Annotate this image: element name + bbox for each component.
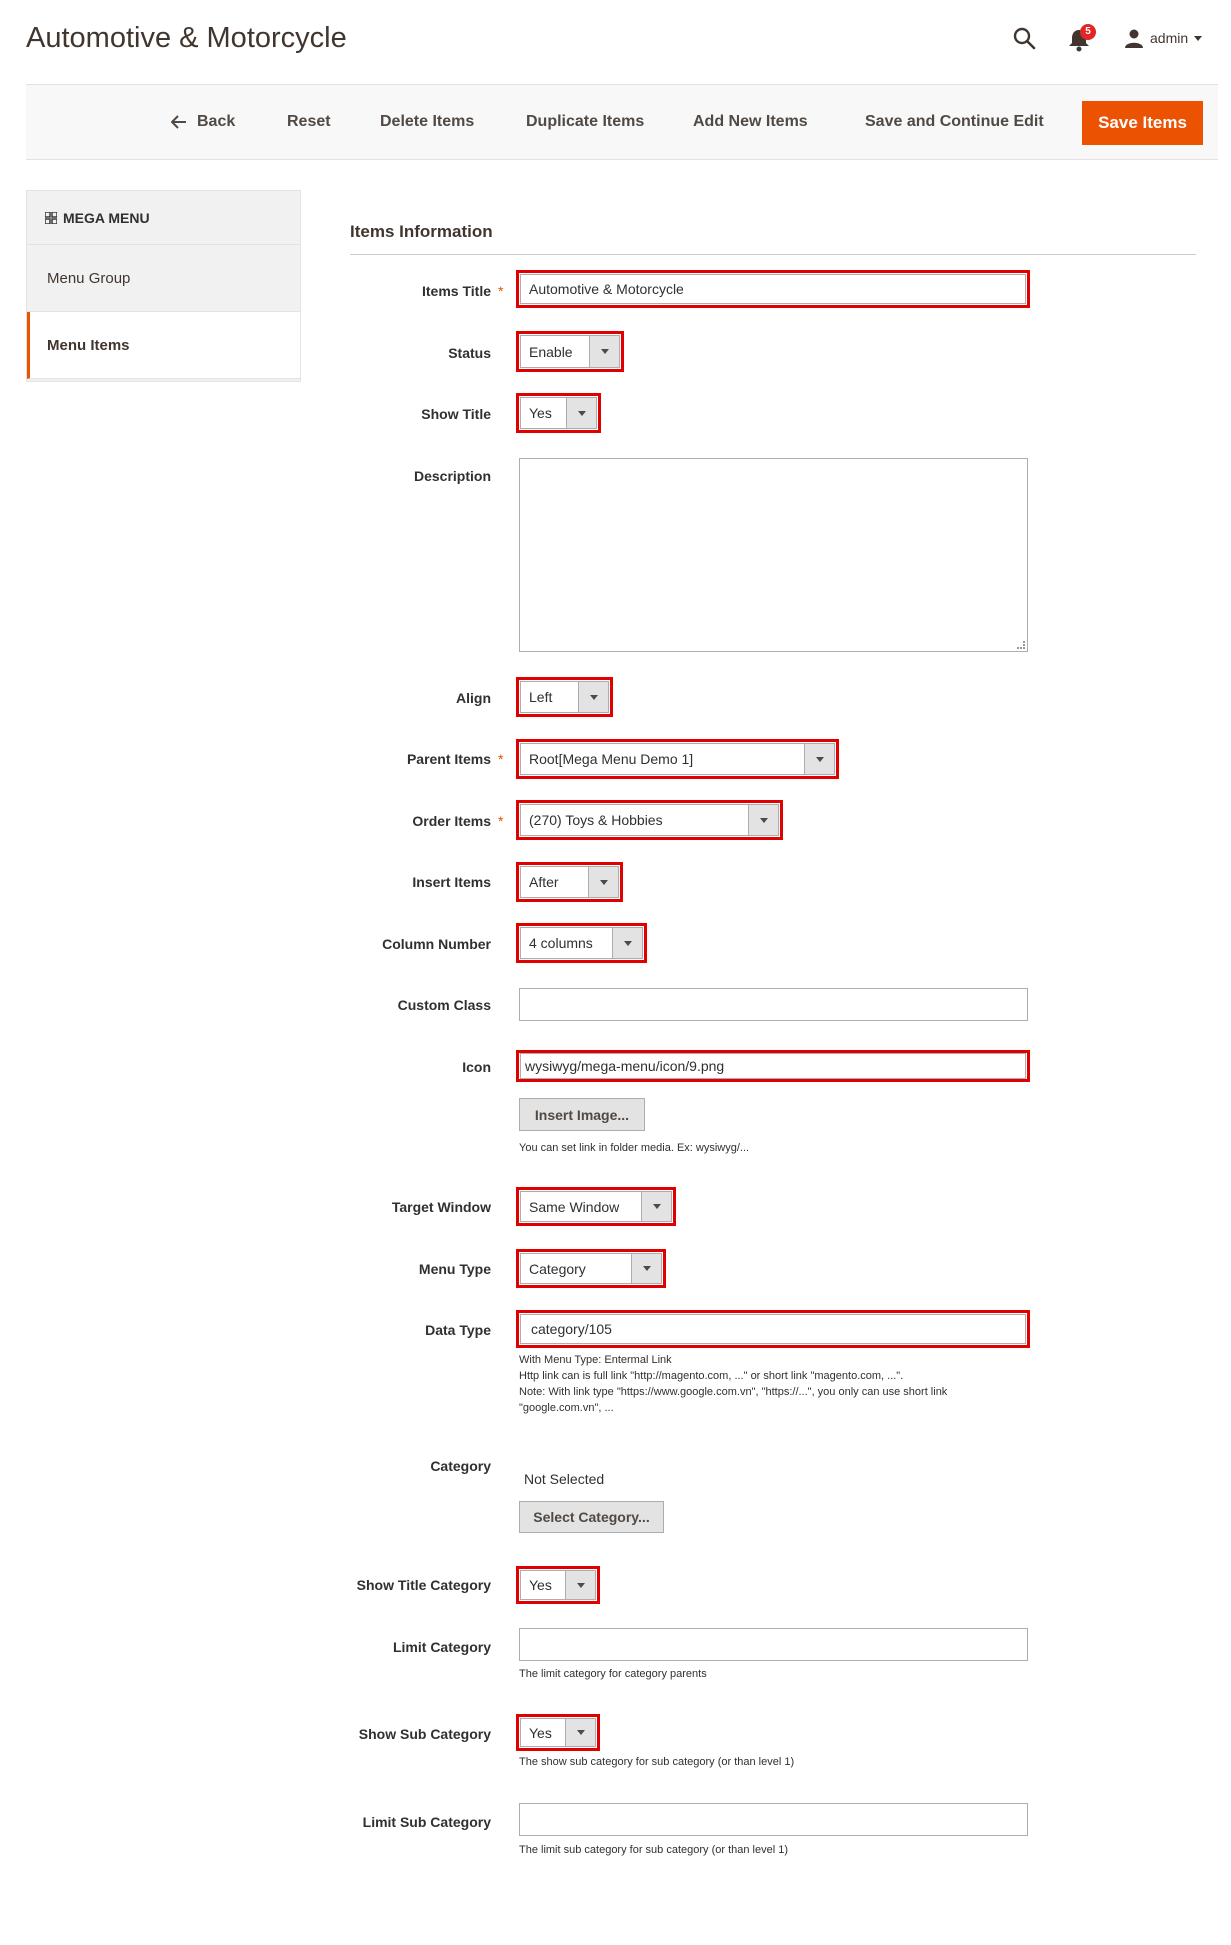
custom-class-input[interactable]: [519, 988, 1028, 1021]
user-icon: [1124, 28, 1144, 48]
chevron-down-icon: [612, 928, 642, 958]
icon-path-input[interactable]: wysiwyg/mega-menu/icon/9.png: [520, 1053, 1026, 1079]
category-selection-status: Not Selected: [524, 1471, 605, 1487]
target-window-select[interactable]: Same Window: [520, 1191, 672, 1222]
chevron-down-icon: [748, 805, 778, 835]
chevron-down-icon: [578, 682, 608, 712]
reset-button[interactable]: Reset: [287, 102, 331, 142]
data-type-label: Data Type: [425, 1322, 491, 1338]
back-button[interactable]: Back: [171, 102, 235, 142]
items-title-label: Items Title: [422, 283, 491, 299]
save-and-continue-button[interactable]: Save and Continue Edit: [865, 102, 1044, 142]
save-items-button[interactable]: Save Items: [1082, 101, 1203, 145]
page-actions-toolbar: [26, 84, 1218, 160]
chevron-down-icon: [641, 1192, 671, 1221]
description-label: Description: [413, 468, 491, 484]
status-select[interactable]: Enable: [520, 335, 620, 368]
show-title-category-label: Show Title Category: [356, 1577, 491, 1593]
chevron-down-icon: [588, 867, 618, 897]
icon-note: You can set link in folder media. Ex: wysiwyg/...: [519, 1142, 750, 1154]
description-textarea[interactable]: [519, 458, 1028, 652]
required-marker: *: [498, 751, 504, 767]
show-sub-category-note: The show sub category for sub category (or than level 1): [519, 1756, 795, 1768]
resize-handle-icon[interactable]: [1017, 641, 1025, 649]
add-new-items-button[interactable]: Add New Items: [693, 102, 808, 142]
limit-sub-category-input[interactable]: [519, 1803, 1028, 1836]
show-title-select[interactable]: Yes: [520, 397, 597, 429]
chevron-down-icon: [1194, 36, 1202, 41]
items-title-input[interactable]: Automotive & Motorcycle: [520, 274, 1026, 304]
insert-items-label: Insert Items: [412, 874, 491, 890]
icon-label: Icon: [462, 1059, 491, 1075]
limit-category-input[interactable]: [519, 1628, 1028, 1661]
grid-icon: [45, 212, 57, 224]
show-title-label: Show Title: [421, 406, 491, 422]
chevron-down-icon: [804, 744, 834, 774]
chevron-down-icon: [565, 1719, 595, 1746]
select-category-button[interactable]: Select Category...: [519, 1501, 664, 1533]
delete-items-button[interactable]: Delete Items: [380, 102, 474, 142]
sidebar-item-menu-group[interactable]: Menu Group: [27, 245, 300, 312]
show-sub-category-label: Show Sub Category: [358, 1726, 491, 1742]
data-type-note: With Menu Type: Entermal Link Http link can is full link "http://magento.com, ..." or short link "magento.com, ...". Note: With link type "https://www.google.com.vn", "https://...", you only can use short link "google.com.vn", ...: [519, 1354, 948, 1414]
menu-type-label: Menu Type: [418, 1261, 491, 1277]
mega-menu-sidebar: [26, 190, 301, 382]
arrow-left-icon: [171, 115, 187, 129]
menu-type-select[interactable]: Category: [520, 1253, 662, 1284]
sidebar-item-menu-items[interactable]: Menu Items: [27, 312, 300, 379]
limit-category-label: Limit Category: [392, 1639, 491, 1655]
page-title: Automotive & Motorcycle: [26, 22, 347, 54]
status-label: Status: [448, 345, 491, 361]
parent-items-select[interactable]: Root[Mega Menu Demo 1]: [520, 743, 835, 775]
duplicate-items-button[interactable]: Duplicate Items: [526, 102, 644, 142]
target-window-label: Target Window: [391, 1199, 491, 1215]
required-marker: *: [498, 813, 504, 829]
section-title: Items Information: [350, 222, 493, 241]
notifications-count-badge: 5: [1080, 24, 1096, 40]
search-icon[interactable]: [1010, 24, 1040, 54]
sidebar-heading: MEGA MENU: [27, 191, 300, 245]
show-title-category-select[interactable]: Yes: [520, 1570, 596, 1600]
notifications-bell-icon[interactable]: [1066, 24, 1100, 54]
chevron-down-icon: [589, 336, 619, 367]
limit-category-note: The limit category for category parents: [519, 1668, 707, 1680]
user-menu[interactable]: [1124, 24, 1202, 52]
order-items-select[interactable]: (270) Toys & Hobbies: [520, 804, 779, 836]
align-label: Align: [456, 690, 491, 706]
required-marker: *: [498, 283, 504, 299]
custom-class-label: Custom Class: [397, 997, 491, 1013]
section-divider: [350, 254, 1196, 255]
column-number-label: Column Number: [382, 936, 491, 952]
show-sub-category-select[interactable]: Yes: [520, 1718, 596, 1747]
order-items-label: Order Items: [412, 813, 491, 829]
chevron-down-icon: [565, 1571, 595, 1599]
limit-sub-category-note: The limit sub category for sub category (or than level 1): [519, 1844, 789, 1856]
chevron-down-icon: [631, 1254, 661, 1283]
parent-items-label: Parent Items: [406, 751, 491, 767]
align-select[interactable]: Left: [520, 681, 609, 713]
column-number-select[interactable]: 4 columns: [520, 927, 643, 959]
user-name: admin: [1150, 30, 1189, 46]
chevron-down-icon: [566, 398, 596, 428]
insert-items-select[interactable]: After: [520, 866, 619, 898]
limit-sub-category-label: Limit Sub Category: [362, 1814, 491, 1830]
category-label: Category: [430, 1458, 491, 1474]
data-type-input[interactable]: category/105: [520, 1314, 1026, 1344]
insert-image-button[interactable]: Insert Image...: [519, 1098, 645, 1131]
